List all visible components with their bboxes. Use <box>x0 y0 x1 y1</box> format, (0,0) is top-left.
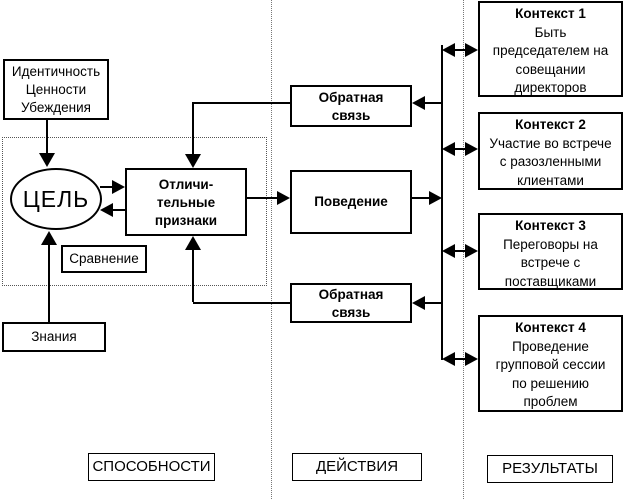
knowledge-label: Знания <box>31 329 77 344</box>
identity-values-beliefs-box <box>3 59 109 120</box>
goal-ellipse <box>10 168 102 230</box>
goal-to-distinctive-arrowhead <box>112 180 125 194</box>
context-2-title: Контекст 2 <box>515 117 586 132</box>
bus-to-feedback-top-line <box>425 102 442 104</box>
context2-doublearrow-right <box>465 142 478 156</box>
feedback-bottom-line-1: Обратная <box>318 287 384 302</box>
comparison-box <box>61 245 147 273</box>
comparison-label: Сравнение <box>69 251 139 266</box>
distinctive-line-2: тельные <box>156 195 216 210</box>
context-2-line: Участие во встрече <box>489 135 612 151</box>
context-3-line: Переговоры на <box>503 236 598 252</box>
identity-to-goal-arrowhead <box>39 153 55 167</box>
behavior-to-bus-line <box>411 197 429 199</box>
abilities-column-label: СПОСОБНОСТИ <box>92 458 211 475</box>
context-3-box <box>478 213 623 290</box>
context3-doublearrow-right <box>465 244 478 258</box>
feedback-bottom-box <box>290 283 412 323</box>
context4-doublearrow-right <box>465 352 478 366</box>
context-1-line: председателем на <box>492 43 609 58</box>
distinctive-to-behavior-arrowhead <box>277 191 290 205</box>
column-separator-left <box>271 0 272 499</box>
identity-to-goal-line <box>46 120 48 154</box>
behavior-label: Поведение <box>314 194 388 209</box>
context-4-line: проблем <box>523 394 578 409</box>
feedback-bottom-vertical-line <box>192 250 194 302</box>
context-2-box <box>478 112 623 190</box>
context-4-line: групповой сессии <box>495 357 606 372</box>
bus-to-feedback-bottom-line <box>425 302 442 304</box>
feedback-top-box <box>290 85 412 127</box>
identity-line: Идентичность <box>11 64 101 79</box>
context-1-box <box>478 1 623 97</box>
knowledge-to-goal-line <box>48 245 50 322</box>
context-4-line: Проведение <box>512 338 589 354</box>
behavior-box <box>290 170 412 234</box>
distinctive-to-behavior-line <box>247 197 277 199</box>
context-2-line: клиентами <box>517 172 584 188</box>
values-line: Ценности <box>25 82 87 97</box>
actions-column-label: ДЕЙСТВИЯ <box>315 458 399 475</box>
context-bus-line <box>441 45 443 360</box>
context-1-title: Контекст 1 <box>515 6 586 21</box>
feedback-top-line-2: связь <box>331 108 371 123</box>
bus-to-feedback-bottom-arrowhead <box>412 296 425 310</box>
feedback-top-line-1: Обратная <box>318 90 384 105</box>
actions-column-label-box <box>292 453 422 481</box>
context-4-line: по решению <box>511 375 590 391</box>
feedback-bottom-horizontal-line <box>193 302 290 304</box>
bus-to-feedback-top-arrowhead <box>412 96 425 110</box>
feedback-bottom-line-2: связь <box>331 305 371 320</box>
feedback-top-vertical-line <box>192 102 194 154</box>
context-1-line: Быть <box>534 24 567 40</box>
context-1-line: директоров <box>514 80 587 95</box>
knowledge-box <box>2 322 106 352</box>
distinctive-line-1: Отличи- <box>158 177 214 192</box>
context-2-line: с разозленными <box>499 154 602 169</box>
context1-doublearrow-right <box>465 43 478 57</box>
knowledge-to-goal-arrowhead <box>41 231 57 245</box>
beliefs-line: Убеждения <box>21 100 91 115</box>
results-column-label: РЕЗУЛЬТАТЫ <box>502 460 598 477</box>
distinctive-features-box <box>125 168 247 236</box>
context-3-line: встрече с <box>520 255 581 270</box>
context-1-line: совещании <box>515 61 586 77</box>
distinctive-line-3: признаки <box>154 213 218 228</box>
context-4-title: Контекст 4 <box>515 320 586 335</box>
feedback-top-horizontal-line <box>193 102 290 104</box>
context-3-title: Контекст 3 <box>515 218 586 233</box>
context-3-line: поставщиками <box>504 273 597 289</box>
distinctive-to-goal-line <box>113 209 125 211</box>
feedback-top-arrowhead <box>185 154 201 168</box>
context-4-box <box>478 315 623 412</box>
feedback-bottom-arrowhead <box>185 236 201 250</box>
results-column-label-box <box>487 455 613 483</box>
goal-label: ЦЕЛЬ <box>22 186 90 212</box>
abilities-column-label-box <box>88 453 215 481</box>
distinctive-to-goal-arrowhead <box>100 203 113 217</box>
